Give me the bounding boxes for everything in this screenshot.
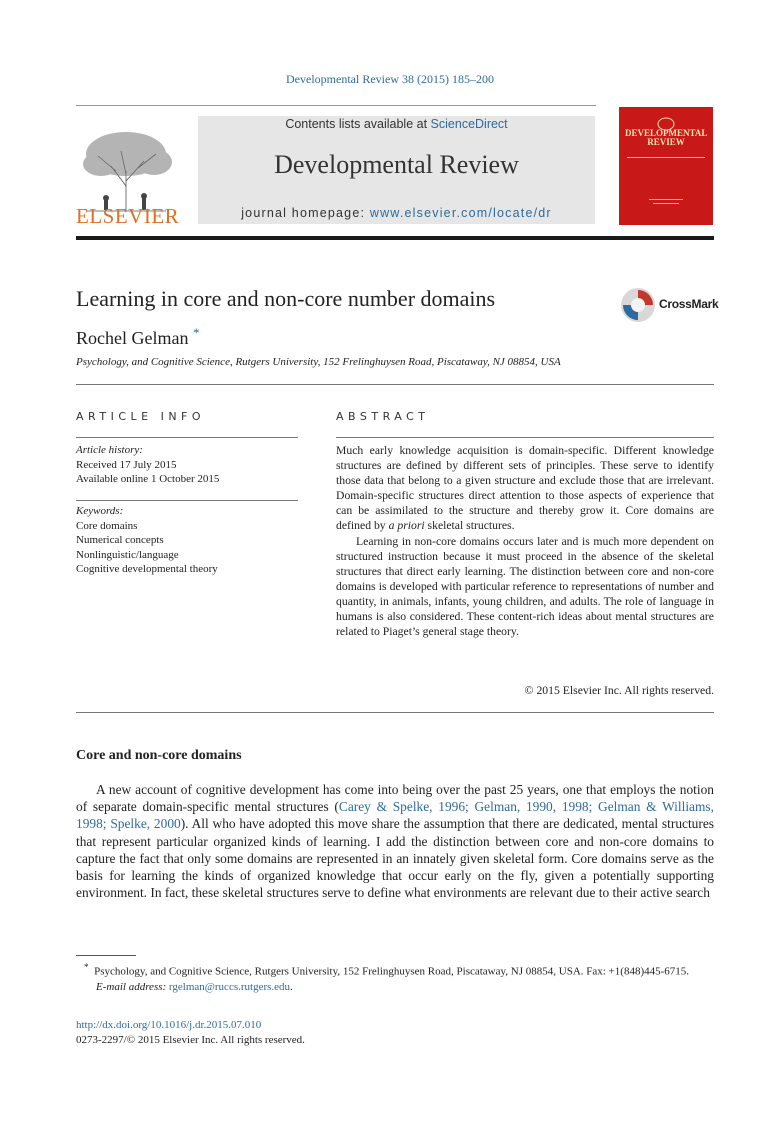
abstract-paragraph: Learning in non-core domains occurs later and is much more dependent on structured instruction because it must proceed in the absence of the skeletal structures that direct early learning. The distinction between core and non-core domains is developed with particular reference to representations of number and quantity, in animals, infants, young children, and adults. The role of language in humans is also considered. These content-rich ideas about mental structures are related to Piaget’s general stage theory. xyxy=(336,534,714,639)
cover-title: DEVELOPMENTAL REVIEW xyxy=(625,128,708,147)
homepage-prefix: journal homepage: xyxy=(241,206,366,220)
body-text xyxy=(76,781,714,901)
homepage-link[interactable]: www.elsevier.com/locate/dr xyxy=(369,206,552,220)
footnote-email: E-mail address: rgelman@ruccs.rutgers.edu. xyxy=(96,980,293,993)
keyword-item: Nonlinguistic/language xyxy=(76,548,179,561)
contents-prefix: Contents lists available at xyxy=(285,117,428,131)
elsevier-wordmark: ELSEVIER xyxy=(76,204,180,228)
received-date: Received 17 July 2015 xyxy=(76,458,177,471)
top-divider xyxy=(76,105,596,106)
article-info-rule xyxy=(76,437,298,438)
keywords-block xyxy=(76,504,218,577)
journal-cover-image xyxy=(619,107,713,225)
divider xyxy=(76,712,714,713)
keywords-label: Keywords: xyxy=(76,505,124,517)
keyword-item: Core domains xyxy=(76,519,138,532)
divider xyxy=(76,384,714,385)
cover-rule xyxy=(649,199,683,200)
journal-citation[interactable]: Developmental Review 38 (2015) 185–200 xyxy=(286,72,494,86)
footnote-rule xyxy=(76,955,136,956)
article-info-heading: ARTICLE INFO xyxy=(76,410,206,423)
doi-link[interactable]: http://dx.doi.org/10.1016/j.dr.2015.07.010 xyxy=(76,1019,262,1031)
doi-block xyxy=(76,1018,305,1048)
article-history xyxy=(76,443,219,487)
keywords-rule xyxy=(76,500,298,501)
abstract-copyright: © 2015 Elsevier Inc. All rights reserved. xyxy=(524,684,714,697)
issn-line: 0273-2297/© 2015 Elsevier Inc. All rights reserved. xyxy=(76,1034,305,1046)
author-footnote-mark[interactable]: * xyxy=(192,325,200,340)
footnote-text: * Psychology, and Cognitive Science, Rutgers University, 152 Frelinghuysen Road, Piscataway, NJ 08854, USA. Fax: +1(848)445-6715. xyxy=(84,962,690,978)
abstract-paragraph: Much early knowledge acquisition is domain-specific. Different knowledge structures are defined by different sets of principles. These serve to identify those data that belong to a given structure and exclude those that are irrelevant. Domain-specific structures direct attention to those aspects of experience that can be assimilated to the structure and thereby grow it. Core domains are defined by a priori skeletal structures. xyxy=(336,444,714,533)
body-paragraph: A new account of cognitive development has come into being over the past 25 years, one that employs the notion of separate domain-specific mental structures (Carey & Spelke, 1996; Gelman, 1990, 1998; Gelman & Williams, 1998; Spelke, 2000). All who have adopted this move share the assumption that there are dedicated, mental structures that represent particular organized kinds of learning. I add the distinction between core and non-core domains to capture the fact that only some domains are represented in an innately given skeletal form. Core domains serve as the basis for learning the kinds of organized knowledge that occur early on the fly, given a potentially supporting environment. In fact, these skeletal structures serve to define what environments are relevant due to their active search xyxy=(76,782,714,901)
section-heading: Core and non-core domains xyxy=(76,748,242,763)
header-rule xyxy=(76,236,714,240)
article-title: Learning in core and non-core number domains xyxy=(76,286,496,311)
cover-rule xyxy=(653,203,679,204)
citation-links[interactable]: Carey & Spelke, 1996; Gelman, 1990, 1998; Gelman & Williams, 1998; Spelke, 2000 xyxy=(76,799,714,832)
keyword-item: Cognitive developmental theory xyxy=(76,563,218,575)
journal-homepage xyxy=(198,206,595,220)
author-affiliation: Psychology, and Cognitive Science, Rutgers University, 152 Frelinghuysen Road, Piscataway, NJ 08854, USA xyxy=(76,356,561,368)
author-name xyxy=(76,325,199,349)
keyword-item: Numerical concepts xyxy=(76,534,164,546)
available-date: Available online 1 October 2015 xyxy=(76,473,220,485)
history-label: Article history: xyxy=(76,444,143,456)
footnote xyxy=(76,960,714,995)
email-link[interactable]: rgelman@ruccs.rutgers.edu xyxy=(168,980,291,993)
cover-rule xyxy=(627,157,705,158)
sciencedirect-link[interactable]: ScienceDirect xyxy=(430,117,508,131)
author-text: Rochel Gelman xyxy=(76,328,189,348)
abstract-text xyxy=(336,443,714,639)
contents-line xyxy=(198,117,595,131)
abstract-rule xyxy=(336,437,714,438)
crossmark-label[interactable]: CrossMark xyxy=(659,297,719,311)
journal-title: Developmental Review xyxy=(274,150,519,179)
abstract-heading: ABSTRACT xyxy=(336,410,430,423)
